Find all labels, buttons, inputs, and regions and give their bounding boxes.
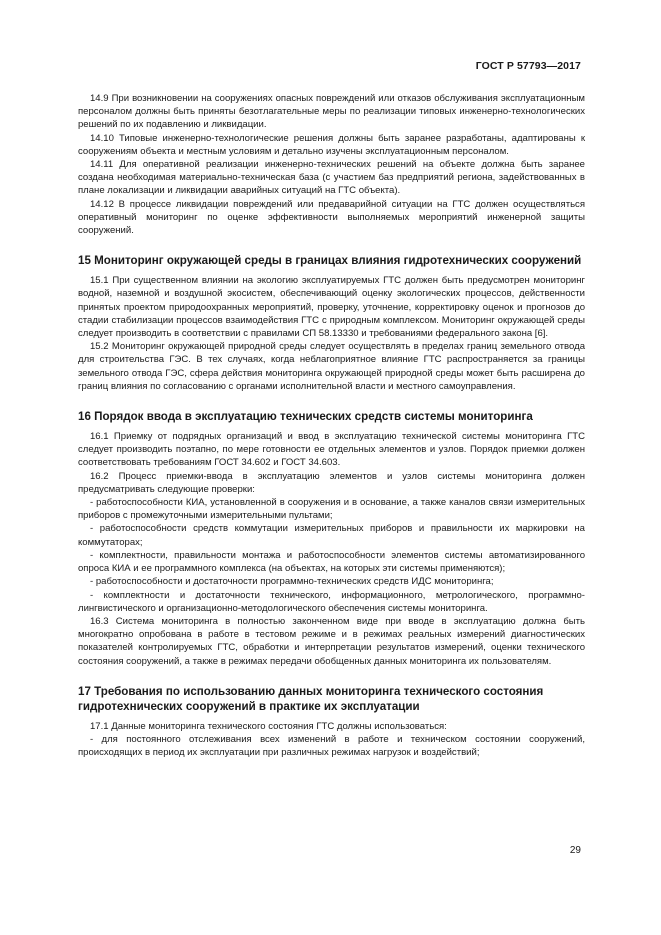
paragraph-14-9: 14.9 При возникновении на сооружениях опасных повреждений или отказов обслуживания эксплуатационным персоналом должны быть приняты безотлагательные меры по реализации типовых инженерно-технологических решений по их подавлению и ликвидации. <box>78 93 585 131</box>
paragraph-16-2: 16.2 Процесс приемки-ввода в эксплуатацию элементов и узлов системы мониторинга должен предусматривать следующие проверки: <box>78 470 585 495</box>
section-heading-16: 16 Порядок ввода в эксплуатацию технических средств системы мониторинга <box>78 410 533 424</box>
document-code: ГОСТ Р 57793—2017 <box>475 60 581 72</box>
paragraph-16-3: 16.3 Система мониторинга в полностью законченном виде при вводе в эксплуатацию должна быть многократно опробована в работе в тестовом режиме и в режимах реальных измерений диагностических показателей контролируемых ГТС, обработки и интерпретации результатов измерений, оценки технического состояния сооружений, а также в режимах передачи обобщенных данных мониторинга их пользователям. <box>78 615 585 667</box>
paragraph-15-2: 15.2 Мониторинг окружающей природной среды следует осуществлять в пределах границ земельного отвода для строительства ГЭС. В тех случаях, когда неблагоприятное влияние ГТС распространяется за границы земельного отвода ГЭС, сфера действия мониторинга окружающей природной среды может быть расширена до границ влияния по согласованию с органами исполнительной власти и местного самоуправления. <box>78 341 585 392</box>
section-heading-15: 15 Мониторинг окружающей среды в границах влияния гидротехнических сооружений <box>78 254 582 268</box>
list-item-16-2-5: - комплектности и достаточности технического, информационного, метрологического, программно-лингвистического и организационно-методологического обеспечения системы мониторинга. <box>78 589 585 614</box>
list-item-16-2-4: - работоспособности и достаточности программно-технических средств ИДС мониторинга; <box>90 576 494 588</box>
paragraph-15-1: 15.1 При существенном влиянии на экологию эксплуатируемых ГТС должен быть предусмотрен мониторинг водной, наземной и воздушной экосистем, обеспечивающий оценку экологических процессов, действенности принятых проектом природоохранных мероприятий, проверку, уточнение, корректировку оценок и прогнозов до стадии стабилизации процессов взаимодействия ГТС с природным комплексом. Мониторинг окружающей среды следует производить в соответствии с правилами СП 58.13330 и требованиями федерального закона [6]. <box>78 275 585 340</box>
page-number: 29 <box>569 845 581 856</box>
list-item-16-2-1: - работоспособности КИА, установленной в сооружения и в основание, а также каналов связи измерительных приборов с промежуточными измерительными пультами; <box>78 497 585 522</box>
section-heading-17: 17 Требования по использованию данных мониторинга технического состояния гидротехнических сооружений в практике их эксплуатации <box>78 684 544 713</box>
paragraph-14-12: 14.12 В процессе ликвидации повреждений или предаварийной ситуации на ГТС должен осуществляться оперативный мониторинг по оценке эффективности выполняемых мероприятий инженерной защиты сооружений. <box>78 198 585 237</box>
list-item-16-2-3: - комплектности, правильности монтажа и работоспособности элементов системы автоматизированного опроса КИА и ее программного комплекса (на объектах, на которых эти системы применяются); <box>78 549 585 575</box>
document-body <box>78 92 585 759</box>
list-item-17-1-1: - для постоянного отслеживания всех изменений в работе и техническом состоянии сооружений, происходящих в период их эксплуатации при различных режимах нагрузок и воздействий; <box>78 733 585 759</box>
paragraph-14-11: 14.11 Для оперативной реализации инженерно-технических решений на объекте должна быть заранее создана необходимая материально-техническая база (с участием баз предприятий региона, задействованных в плане локализации и ликвидации аварийных ситуаций на ГТС объекта). <box>78 159 585 197</box>
paragraph-16-1: 16.1 Приемку от подрядных организаций и ввод в эксплуатацию технической системы мониторинга ГТС следует производить поэтапно, по мере готовности ее отдельных элементов и узлов. Порядок приемки должен соответствовать требованиям ГОСТ 34.602 и ГОСТ 34.603. <box>78 431 585 469</box>
list-item-16-2-2: - работоспособности средств коммутации измерительных приборов и правильности их маркировки на коммутаторах; <box>78 523 585 548</box>
paragraph-14-10: 14.10 Типовые инженерно-технологические решения должны быть заранее разработаны, адаптированы к сооружениям объекта и местным условиям и детально изучены эксплуатационным персоналом. <box>78 132 585 157</box>
paragraph-17-1: 17.1 Данные мониторинга технического состояния ГТС должны использоваться: <box>90 720 447 732</box>
